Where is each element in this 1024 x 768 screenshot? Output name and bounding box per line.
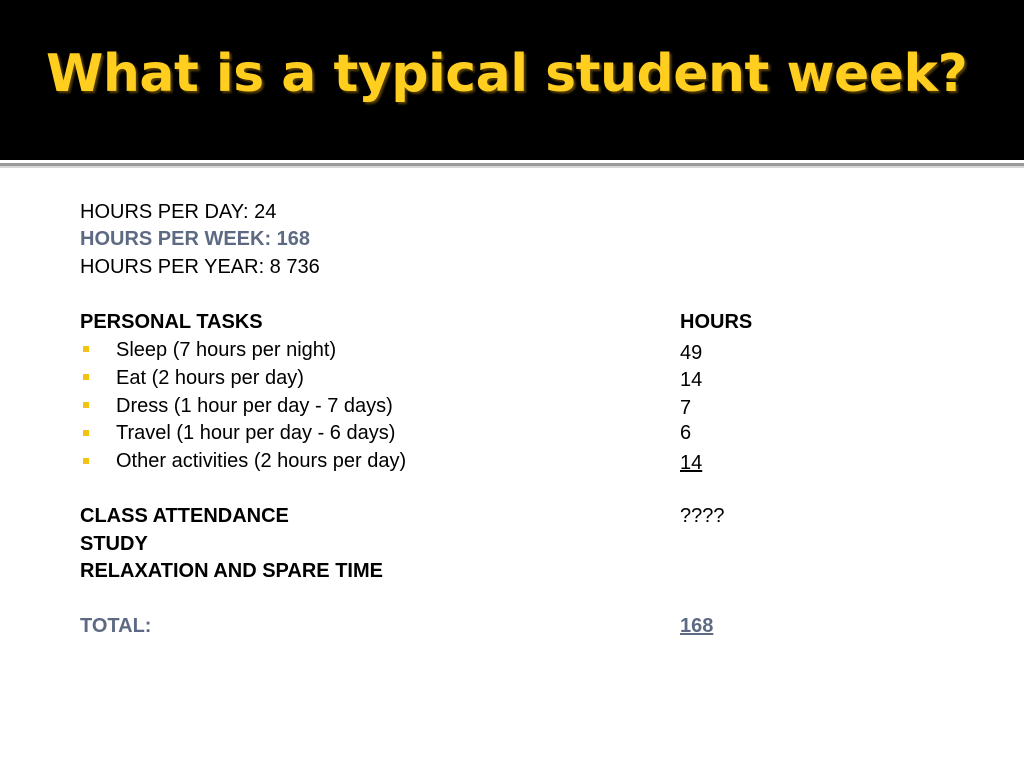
bullet-icon	[83, 402, 89, 408]
task-label-travel: Travel (1 hour per day - 6 days)	[116, 422, 396, 444]
task-label-sleep: Sleep (7 hours per night)	[116, 339, 337, 361]
task-hours-travel: 6	[680, 422, 692, 444]
header-divider-light	[0, 166, 1024, 168]
task-label-eat: Eat (2 hours per day)	[116, 367, 304, 389]
task-label-dress: Dress (1 hour per day - 7 days)	[116, 395, 393, 417]
hours-heading: HOURS	[680, 311, 753, 333]
task-hours-eat: 14	[680, 369, 703, 391]
title-bar	[0, 0, 1024, 160]
task-hours-sleep: 49	[680, 342, 703, 364]
class-attendance-hours: ????	[680, 505, 725, 527]
slide-title: What is a typical student week?	[46, 44, 968, 104]
task-label-other: Other activities (2 hours per day)	[116, 450, 407, 472]
task-hours-dress: 7	[680, 397, 692, 419]
class-attendance-label: CLASS ATTENDANCE	[80, 505, 289, 527]
personal-tasks-heading: PERSONAL TASKS	[80, 311, 263, 333]
task-hours-other: 14	[680, 452, 703, 474]
hours-per-week: HOURS PER WEEK: 168	[80, 228, 311, 250]
bullet-icon	[83, 430, 89, 436]
study-label: STUDY	[80, 533, 148, 555]
hours-per-year: HOURS PER YEAR: 8 736	[80, 256, 320, 278]
relaxation-label: RELAXATION AND SPARE TIME	[80, 560, 383, 582]
bullet-icon	[83, 374, 89, 380]
bullet-icon	[83, 458, 89, 464]
total-value: 168	[680, 615, 714, 637]
hours-per-day: HOURS PER DAY: 24	[80, 201, 277, 223]
bullet-icon	[83, 346, 89, 352]
total-label: TOTAL:	[80, 615, 152, 637]
